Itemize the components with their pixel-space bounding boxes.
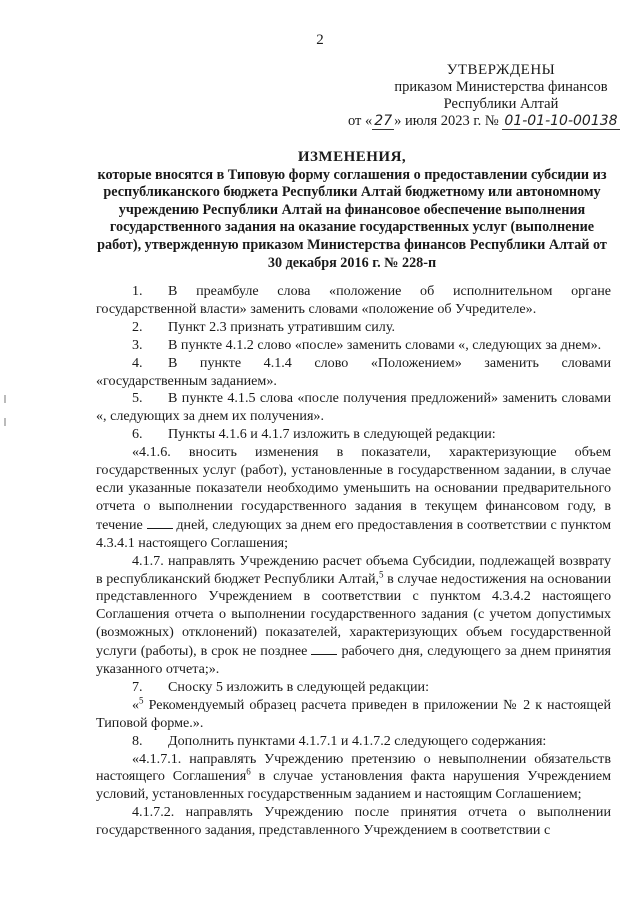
item-7 bbox=[96, 679, 611, 697]
clause-4-1-7-1 bbox=[96, 751, 611, 805]
approval-line: приказом Министерства финансов bbox=[394, 79, 608, 95]
clause-text: в случае установления факта нарушения Учреждением условий, установленных государственным заданием и настоящим Соглашением; bbox=[96, 768, 611, 803]
item-2 bbox=[96, 319, 611, 337]
page-number: 2 bbox=[316, 32, 324, 48]
item-text: В пункте 4.1.4 слово «Положением» заменить словами «государственным заданием». bbox=[96, 354, 611, 389]
item-5 bbox=[96, 390, 611, 426]
item-number: 4. bbox=[132, 354, 143, 371]
approval-date bbox=[348, 113, 632, 130]
margin-mark bbox=[4, 418, 6, 426]
clause-4-1-7-2 bbox=[96, 804, 611, 840]
clause-text: 4.1.7.2. направлять Учреждению после принятия отчета о выполнении государственного задания, представленного Учреждением в соответствии с bbox=[96, 804, 611, 839]
item-number: 6. bbox=[132, 426, 143, 443]
item-3 bbox=[96, 337, 611, 355]
clause-text: 4.1.7. направлять Учреждению расчет объема Субсидии, подлежащей возврату в республиканский бюджет Республики Алтай, bbox=[96, 552, 611, 587]
item-number: 3. bbox=[132, 336, 143, 353]
handwritten-order-number: 01-01-10-00138 bbox=[504, 113, 618, 129]
item-text: Дополнить пунктами 4.1.7.1 и 4.1.7.2 следующего содержания: bbox=[168, 732, 547, 749]
approval-line: Республики Алтай bbox=[443, 96, 559, 112]
clause-text: «4.1.7.1. направлять Учреждению претензию о невыполнении обязательств настоящего Соглашения bbox=[96, 750, 611, 785]
clause-text: рабочего дня, следующего за днем принятия указанного отчета;». bbox=[96, 643, 611, 678]
item-number: 7. bbox=[132, 678, 143, 695]
item-4 bbox=[96, 355, 611, 391]
item-number: 5. bbox=[132, 390, 143, 407]
clause-4-1-7 bbox=[96, 553, 611, 679]
date-prefix: от « bbox=[348, 113, 373, 129]
date-middle: » июля 2023 г. № bbox=[394, 113, 499, 129]
footnote-ref: 5 bbox=[139, 695, 144, 706]
margin-mark bbox=[4, 395, 6, 403]
approval-stamp bbox=[348, 62, 632, 130]
clause-text: в случае недостижения на основании представленного Учреждением в соответствии с пунктом 4.3.4.2 настоящего Соглашения отчета о выполнении государственного задания (с учетом допустимых (возможных) отклонений) показателей, характеризующих объем государственной услуги (работы), в срок не позднее bbox=[96, 570, 611, 660]
item-text: В пункте 4.1.2 слово «после» заменить словами «, следующих за днем». bbox=[168, 336, 602, 353]
document-body bbox=[96, 283, 611, 840]
quote-open: « bbox=[132, 696, 140, 713]
footnote-5 bbox=[96, 697, 611, 733]
item-6 bbox=[96, 426, 611, 444]
clause-text: дней, следующих за днем его предоставления в соответствии с пунктом 4.3.4.1 настоящего Соглашения; bbox=[96, 516, 612, 551]
blank-line bbox=[311, 642, 337, 655]
document-heading bbox=[92, 149, 612, 272]
heading-title: ИЗМЕНЕНИЯ, bbox=[297, 149, 407, 165]
footnote-text: Рекомендуемый образец расчета приведен в приложении № 2 к настоящей Типовой форме.». bbox=[96, 696, 611, 731]
item-text: Пункт 2.3 признать утратившим силу. bbox=[168, 318, 395, 335]
item-8 bbox=[96, 733, 611, 751]
item-text: В пункте 4.1.5 слова «после получения предложений» заменить словами «, следующих за днем их получения». bbox=[96, 390, 611, 425]
clause-4-1-6 bbox=[96, 444, 611, 552]
blank-line bbox=[147, 516, 173, 529]
item-1 bbox=[96, 283, 611, 319]
item-text: В преамбуле слова «положение об исполнительном органе государственной власти» заменить словами «положение об Учредителе». bbox=[96, 283, 611, 317]
footnote-ref: 5 bbox=[379, 568, 384, 579]
item-number: 8. bbox=[132, 732, 143, 749]
heading-text: которые вносятся в Типовую форму соглашения о предоставлении субсидии из республиканского бюджета Республики Алтай бюджетному или автономному учреждению Республики Алтай на финансовое обеспечение выполнения государственного задания на оказание государственных услуг (выполнение работ), утвержденную приказом Министерства финансов Республики Алтай от 30 декабря 2016 г. № 228-п bbox=[97, 166, 607, 271]
item-number: 1. bbox=[132, 283, 143, 299]
handwritten-day: 27 bbox=[374, 113, 393, 129]
item-text: Пункты 4.1.6 и 4.1.7 изложить в следующей редакции: bbox=[168, 426, 496, 443]
item-number: 2. bbox=[132, 318, 143, 335]
clause-text: «4.1.6. вносить изменения в показатели, характеризующие объем государственных услуг (работ), установленные в государственном задании, в случае если указанные показатели необходимо уменьшить на основании предварительного отчета о выполнении государственного задания в текущем финансовом году, в течение bbox=[96, 444, 611, 533]
footnote-ref: 6 bbox=[246, 766, 251, 777]
item-text: Сноску 5 изложить в следующей редакции: bbox=[168, 678, 430, 695]
approval-title: УТВЕРЖДЕНЫ bbox=[446, 62, 556, 78]
